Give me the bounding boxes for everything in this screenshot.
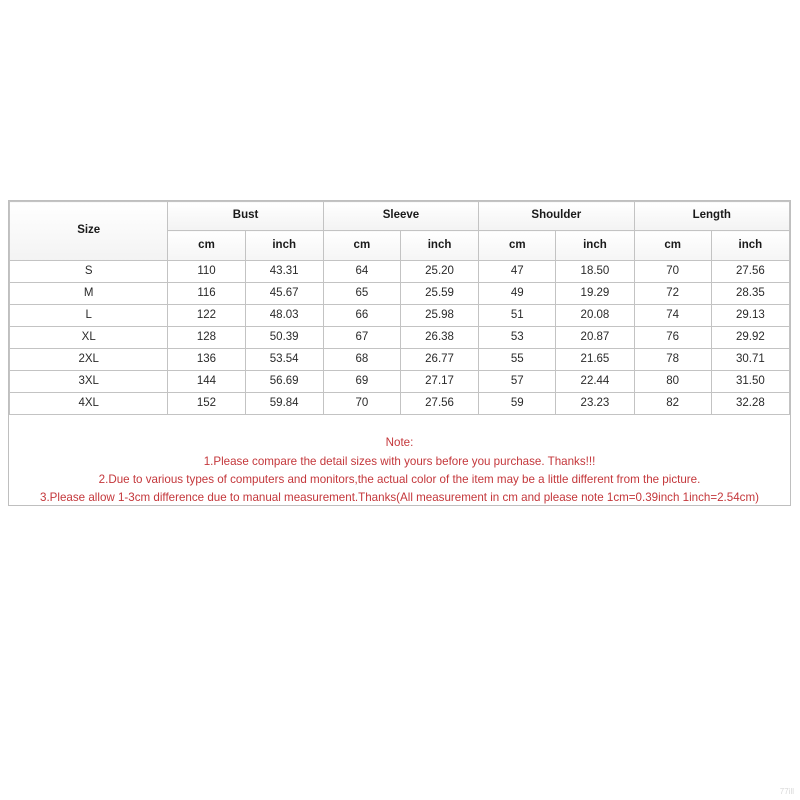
measurement-cell: 65 <box>323 283 400 305</box>
size-table-body <box>10 261 790 415</box>
measurement-cell: 72 <box>634 283 711 305</box>
measurement-cell: 82 <box>634 393 711 415</box>
unit-header: cm <box>634 231 711 261</box>
size-cell: M <box>10 283 168 305</box>
measurement-cell: 19.29 <box>556 283 634 305</box>
measurement-cell: 30.71 <box>711 349 789 371</box>
note-line: 2.Due to various types of computers and monitors,the actual color of the item may be a little different from the picture. <box>98 473 701 486</box>
measurement-cell: 43.31 <box>245 261 323 283</box>
unit-header: inch <box>245 231 323 261</box>
measurement-cell: 144 <box>168 371 245 393</box>
measurement-cell: 59 <box>479 393 556 415</box>
measurement-cell: 116 <box>168 283 245 305</box>
table-row <box>10 283 790 305</box>
measurement-cell: 29.92 <box>711 327 789 349</box>
table-row <box>10 261 790 283</box>
unit-header: inch <box>711 231 789 261</box>
sleeve-header: Sleeve <box>323 202 478 231</box>
unit-header: cm <box>323 231 400 261</box>
measurement-cell: 28.35 <box>711 283 789 305</box>
measurement-cell: 49 <box>479 283 556 305</box>
measurement-cell: 78 <box>634 349 711 371</box>
bust-header: Bust <box>168 202 323 231</box>
measurement-cell: 25.20 <box>400 261 478 283</box>
measurement-cell: 76 <box>634 327 711 349</box>
measurement-cell: 31.50 <box>711 371 789 393</box>
length-header: Length <box>634 202 789 231</box>
unit-header: inch <box>400 231 478 261</box>
note-title: Note: <box>385 436 414 449</box>
measurement-cell: 136 <box>168 349 245 371</box>
measurement-cell: 27.56 <box>400 393 478 415</box>
measurement-cell: 32.28 <box>711 393 789 415</box>
measurement-cell: 53.54 <box>245 349 323 371</box>
measurement-cell: 20.87 <box>556 327 634 349</box>
measurement-cell: 70 <box>634 261 711 283</box>
header-group-row <box>10 202 790 231</box>
measurement-cell: 59.84 <box>245 393 323 415</box>
shoulder-header: Shoulder <box>479 202 634 231</box>
measurement-cell: 64 <box>323 261 400 283</box>
table-row <box>10 393 790 415</box>
unit-header: cm <box>168 231 245 261</box>
measurement-cell: 29.13 <box>711 305 789 327</box>
measurement-cell: 27.17 <box>400 371 478 393</box>
table-row <box>10 327 790 349</box>
measurement-cell: 51 <box>479 305 556 327</box>
measurement-cell: 45.67 <box>245 283 323 305</box>
size-table <box>9 201 790 415</box>
measurement-cell: 55 <box>479 349 556 371</box>
measurement-cell: 21.65 <box>556 349 634 371</box>
size-chart <box>8 200 791 506</box>
measurement-cell: 56.69 <box>245 371 323 393</box>
table-row <box>10 371 790 393</box>
measurement-cell: 20.08 <box>556 305 634 327</box>
notes <box>9 432 790 505</box>
measurement-cell: 57 <box>479 371 556 393</box>
measurement-cell: 18.50 <box>556 261 634 283</box>
measurement-cell: 50.39 <box>245 327 323 349</box>
table-row <box>10 349 790 371</box>
size-cell: 2XL <box>10 349 168 371</box>
measurement-cell: 122 <box>168 305 245 327</box>
measurement-cell: 25.98 <box>400 305 478 327</box>
measurement-cell: 68 <box>323 349 400 371</box>
size-cell: L <box>10 305 168 327</box>
measurement-cell: 25.59 <box>400 283 478 305</box>
note-line: 1.Please compare the detail sizes with yours before you purchase. Thanks!!! <box>203 455 596 468</box>
measurement-cell: 48.03 <box>245 305 323 327</box>
measurement-cell: 26.38 <box>400 327 478 349</box>
measurement-cell: 70 <box>323 393 400 415</box>
measurement-cell: 66 <box>323 305 400 327</box>
measurement-cell: 53 <box>479 327 556 349</box>
measurement-cell: 26.77 <box>400 349 478 371</box>
measurement-cell: 69 <box>323 371 400 393</box>
size-cell: XL <box>10 327 168 349</box>
size-cell: S <box>10 261 168 283</box>
measurement-cell: 152 <box>168 393 245 415</box>
measurement-cell: 67 <box>323 327 400 349</box>
watermark: 77ill <box>779 787 794 796</box>
size-cell: 4XL <box>10 393 168 415</box>
measurement-cell: 23.23 <box>556 393 634 415</box>
size-cell: 3XL <box>10 371 168 393</box>
size-header: Size <box>10 202 168 261</box>
unit-header: cm <box>479 231 556 261</box>
measurement-cell: 27.56 <box>711 261 789 283</box>
note-line: 3.Please allow 1-3cm difference due to manual measurement.Thanks(All measurement in cm and please note 1cm=0.39inch 1inch=2.54cm) <box>40 491 759 504</box>
measurement-cell: 110 <box>168 261 245 283</box>
measurement-cell: 80 <box>634 371 711 393</box>
unit-header: inch <box>556 231 634 261</box>
table-row <box>10 305 790 327</box>
measurement-cell: 74 <box>634 305 711 327</box>
measurement-cell: 128 <box>168 327 245 349</box>
measurement-cell: 47 <box>479 261 556 283</box>
measurement-cell: 22.44 <box>556 371 634 393</box>
